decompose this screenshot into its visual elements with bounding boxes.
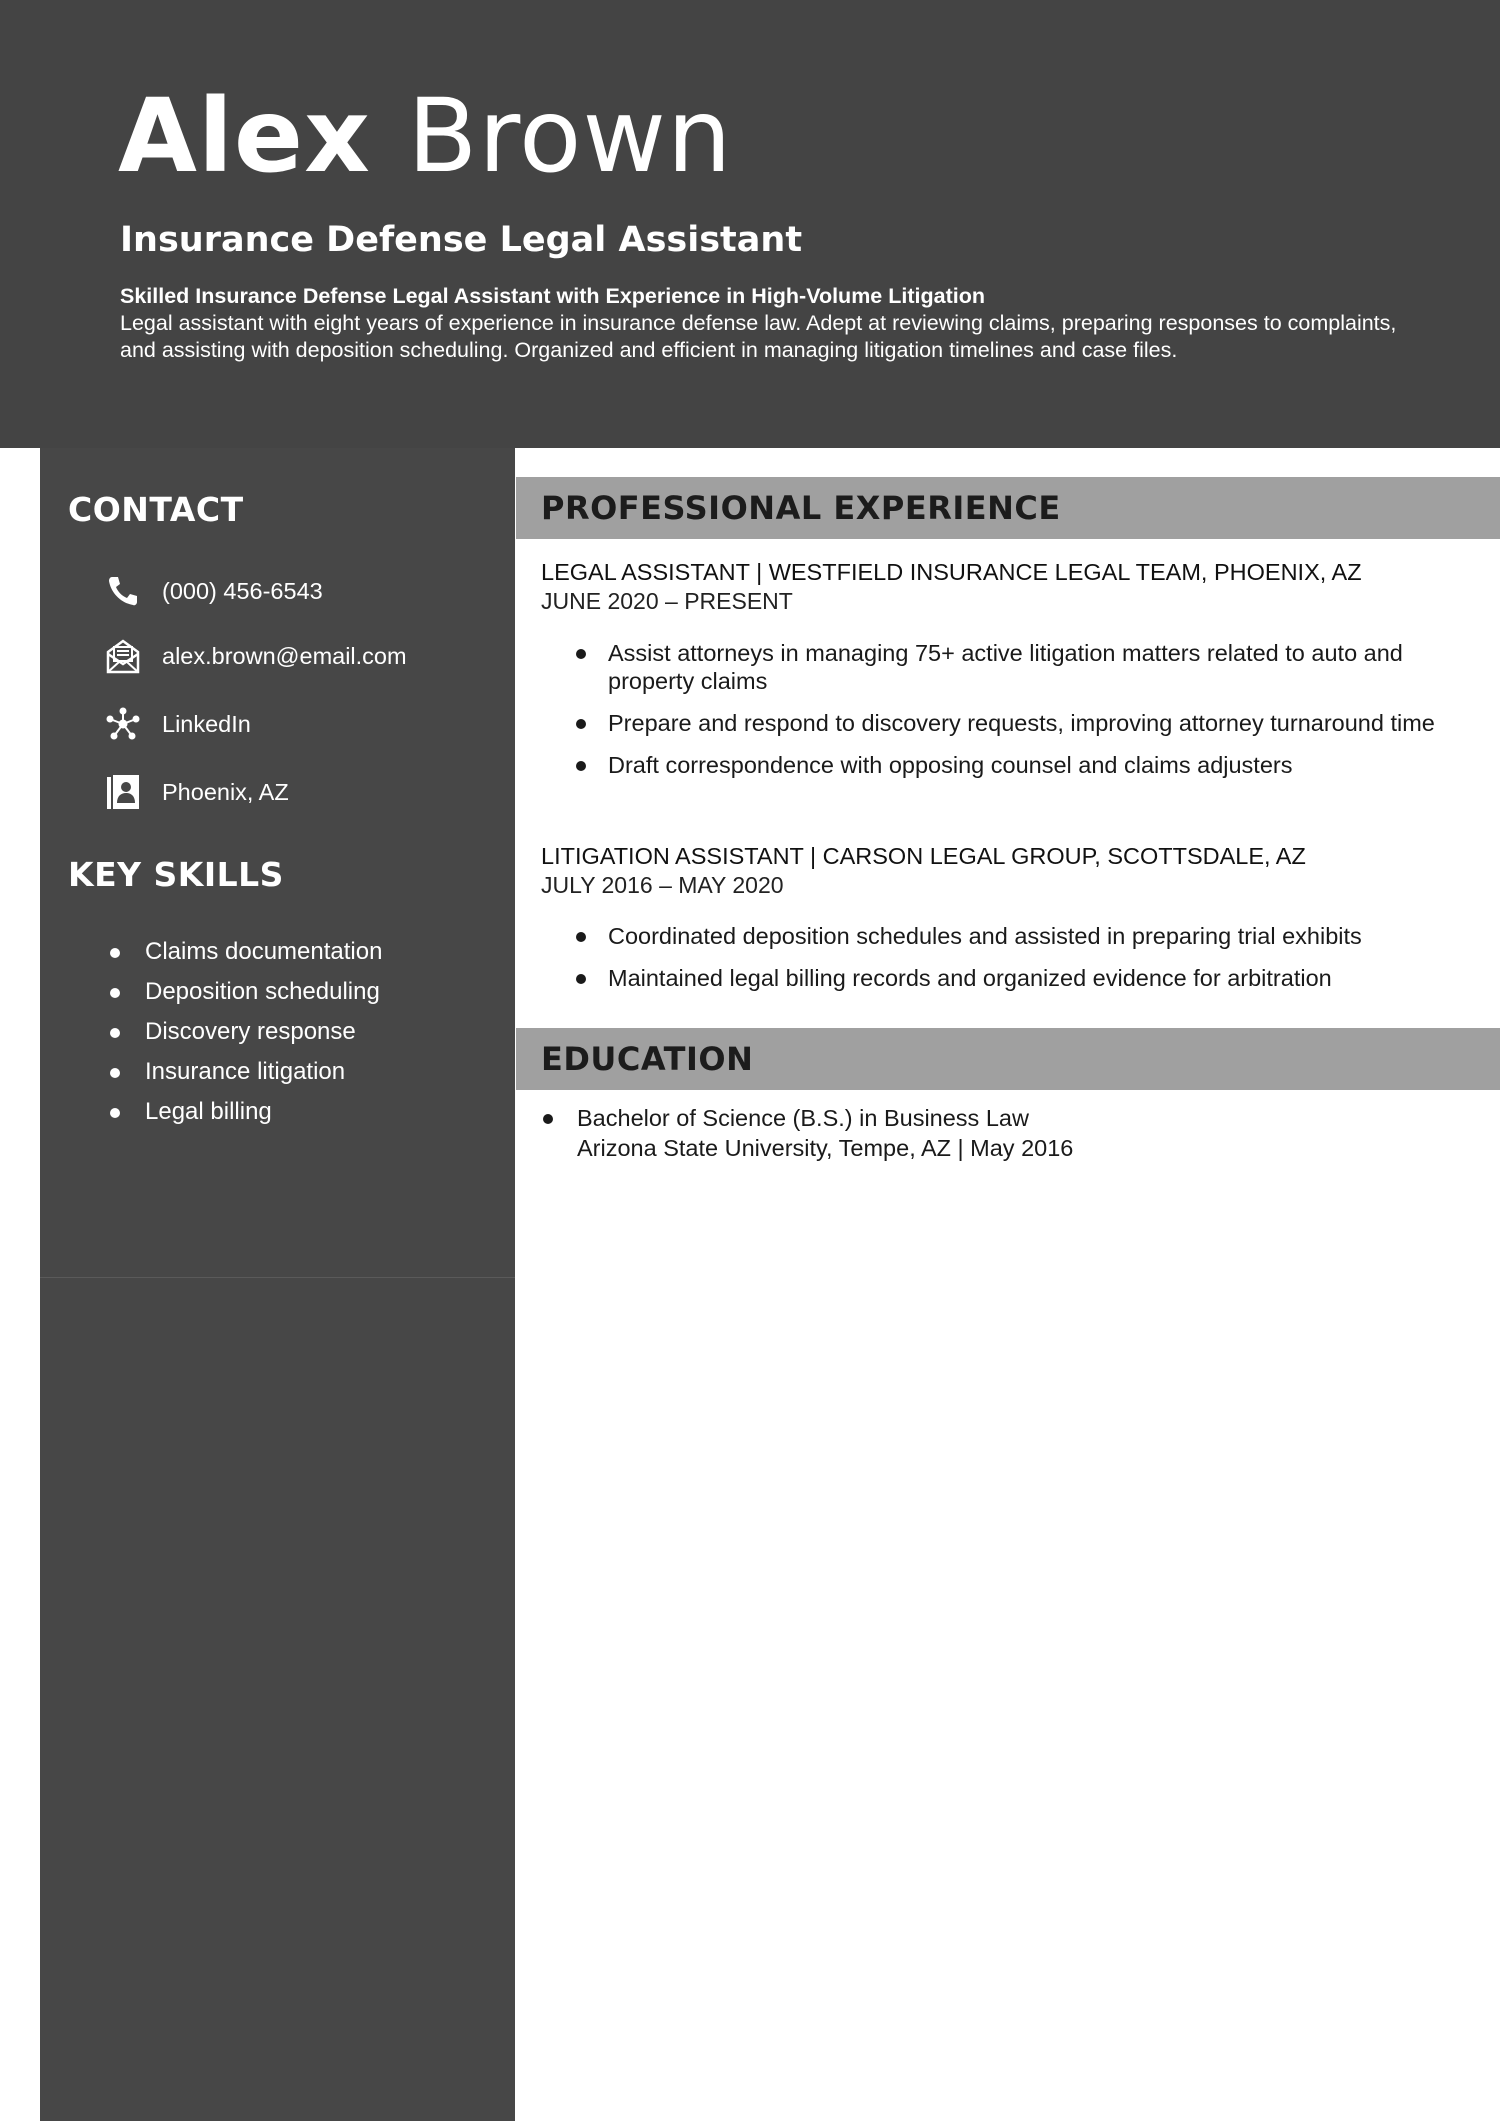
- job-bullet: Draft correspondence with opposing counsel and claims adjusters: [576, 751, 1476, 779]
- contact-phone: [105, 571, 505, 611]
- job-bullets: [576, 639, 1476, 793]
- job-dates: JUNE 2020 – PRESENT: [541, 588, 793, 614]
- education-section-header: [516, 1028, 1500, 1090]
- skill-item: Deposition scheduling: [108, 972, 382, 1012]
- job-bullet: Prepare and respond to discovery requests, improving attorney turnaround time: [576, 709, 1476, 737]
- contact-location: [105, 772, 505, 812]
- email-address: alex.brown@email.com: [162, 642, 407, 669]
- email-icon: [105, 638, 141, 674]
- contact-email: [105, 636, 505, 676]
- education-entry: [541, 1103, 1477, 1163]
- job-bullets: [576, 922, 1476, 1006]
- job-bullet: Coordinated deposition schedules and assisted in preparing trial exhibits: [576, 922, 1476, 950]
- sidebar-divider: [40, 1277, 515, 1278]
- resume-header: [0, 0, 1500, 448]
- degree: Bachelor of Science (B.S.) in Business Law: [577, 1105, 1029, 1131]
- key-skills-heading: KEY SKILLS: [68, 855, 284, 894]
- job-title: Insurance Defense Legal Assistant: [120, 220, 803, 260]
- summary-headline: Skilled Insurance Defense Legal Assistant with Experience in High-Volume Litigation: [120, 284, 985, 308]
- phone-icon: [105, 573, 141, 609]
- job-bullet: Maintained legal billing records and organized evidence for arbitration: [576, 964, 1476, 992]
- phone-number: (000) 456-6543: [162, 577, 323, 604]
- summary-text: Legal assistant with eight years of experience in insurance defense law. Adept at reviewing claims, preparing responses to complaints, and assisting with deposition scheduling. Organized and efficient in managing litigation timelines and case files.: [120, 311, 1397, 362]
- contact-card-icon: [105, 774, 141, 810]
- sidebar: [40, 448, 515, 2121]
- contact-heading: CONTACT: [68, 490, 244, 529]
- location: Phoenix, AZ: [162, 778, 289, 805]
- skill-item: Claims documentation: [108, 932, 382, 972]
- main-content: [516, 448, 1500, 2121]
- first-name: Alex: [118, 77, 371, 196]
- job-title-line: LEGAL ASSISTANT | WESTFIELD INSURANCE LEGAL TEAM, PHOENIX, AZ: [541, 559, 1362, 585]
- education-heading: EDUCATION: [541, 1040, 754, 1078]
- candidate-name: [118, 77, 733, 196]
- job-dates: JULY 2016 – MAY 2020: [541, 872, 784, 898]
- summary: [120, 283, 1410, 364]
- skill-item: Discovery response: [108, 1012, 382, 1052]
- network-icon: [105, 706, 141, 742]
- skill-item: Legal billing: [108, 1092, 382, 1132]
- linkedin-link[interactable]: LinkedIn: [162, 710, 251, 737]
- experience-heading: PROFESSIONAL EXPERIENCE: [541, 489, 1061, 527]
- skills-list: [108, 932, 382, 1132]
- contact-linkedin[interactable]: [105, 704, 505, 744]
- last-name: Brown: [407, 77, 733, 196]
- job-title-line: LITIGATION ASSISTANT | CARSON LEGAL GROUP, SCOTTSDALE, AZ: [541, 843, 1306, 869]
- skill-item: Insurance litigation: [108, 1052, 382, 1092]
- experience-section-header: [516, 477, 1500, 539]
- school: Arizona State University, Tempe, AZ | May 2016: [577, 1135, 1074, 1161]
- job-bullet: Assist attorneys in managing 75+ active litigation matters related to auto and property claims: [576, 639, 1476, 695]
